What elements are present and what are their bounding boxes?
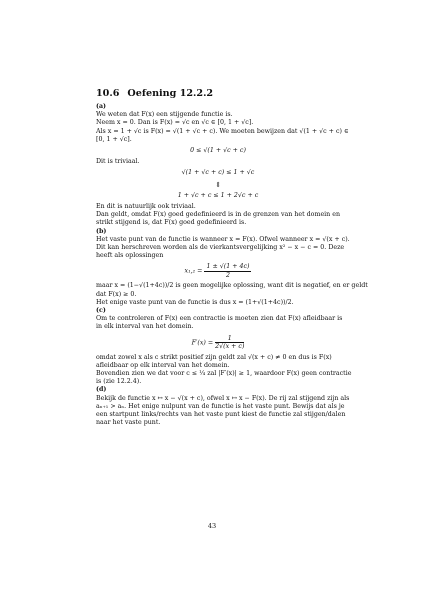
- fraction: [215, 335, 244, 351]
- text-line: aₙ₊₁ > aₙ. Het enige nulpunt van de functie is het vaste punt. Bewijs dat als je: [96, 402, 345, 410]
- equation-lhs: F′(x) =: [191, 339, 214, 347]
- fraction-denominator: 2√(x + c): [215, 343, 245, 351]
- text-line: in elk interval van het domein.: [96, 323, 194, 331]
- part-a-label: (a): [96, 103, 107, 110]
- text-line: Dit is triviaal.: [96, 158, 140, 166]
- text-line: omdat zowel x als c strikt positief zijn geldt zal √(x + c) ≠ 0 en dus is F(x): [96, 353, 332, 361]
- text-line: Het enige vaste punt van de functie is dus x = (1+√(1+4c))/2.: [96, 298, 294, 306]
- fraction-numerator: 1 ± √(1 + 4c): [206, 263, 250, 271]
- text-line: Bovendien zien we dat voor c ≤ ¼ zal |F′(x)| ≥ 1, waardoor F(x) geen contractie: [96, 370, 352, 378]
- text-line: is (zie 12.2.4).: [96, 378, 142, 386]
- equation-lhs: x₁,₂ =: [184, 267, 203, 275]
- text-line: een startpunt links/rechts van het vaste punt kiest de functie zal stijgen/dalen: [96, 411, 346, 419]
- part-b-label: (b): [96, 227, 107, 235]
- derivative-equation: [96, 335, 340, 351]
- fraction-numerator: 1: [215, 335, 244, 344]
- text-line: afleidbaar op elk interval van het domein.: [96, 361, 230, 369]
- equivalence-arrow: ⇕: [215, 180, 221, 189]
- text-line: Bekijk de functie x ↦ x − √(x + c), ofwel x ↦ x − F(x). De rij zal stijgend zijn als: [96, 394, 350, 402]
- quadratic-solution-equation: [96, 263, 340, 279]
- text-line: dat F(x) ≥ 0.: [96, 290, 137, 298]
- text-line: Dit kan herschreven worden als de vierkantsvergelijking x² − x − c = 0. Deze: [96, 244, 345, 252]
- display-equation: √(1 + √c + c) ≤ 1 + √c: [181, 169, 255, 177]
- text-line: Neem x = 0. Dan is F(x) = √c en √c ∈ [0, 1 + √c].: [96, 119, 254, 127]
- text-line: Dan geldt, omdat F(x) goed gedefinieerd is in de grenzen van het domein en: [96, 211, 341, 219]
- section-number: 10.6: [96, 88, 120, 99]
- page-number: 43: [207, 522, 217, 530]
- text-line: naar het vaste punt.: [96, 419, 161, 427]
- text-line: strikt stijgend is, dat F(x) goed gedefinieerd is.: [96, 219, 247, 227]
- document-page: [96, 88, 368, 428]
- text-line: Om te controleren of F(x) een contractie is moeten zien dat F(x) afleidbaar is: [96, 315, 343, 323]
- display-equation: 1 + √c + c ≤ 1 + 2√c + c: [177, 191, 259, 199]
- text-line: Als x = 1 + √c is F(x) = √(1 + √c + c). We moeten bewijzen dat √(1 + √c + c) ∈: [96, 127, 349, 135]
- section-heading: [96, 88, 340, 100]
- text-line: We weten dat F(x) een stijgende functie is.: [96, 111, 233, 119]
- part-d-label: (d): [96, 386, 107, 394]
- part-b: [96, 227, 368, 307]
- part-d: [96, 386, 350, 427]
- text-line: [0, 1 + √c].: [96, 135, 132, 143]
- text-line: maar x = (1−√(1+4c))/2 is geen mogelijke oplossing, want dit is negatief, en er geldt: [96, 282, 368, 290]
- text-line: Het vaste punt van de functie is wanneer x = F(x). Ofwel wanneer x = √(x + c).: [96, 235, 350, 243]
- text-line: En dit is natuurlijk ook triviaal.: [96, 203, 196, 211]
- part-c-label: (c): [96, 307, 106, 315]
- fraction: [204, 263, 251, 279]
- part-a: [96, 103, 349, 228]
- section-title: Oefening 12.2.2: [127, 88, 214, 99]
- display-equation: 0 ≤ √(1 + √c + c): [190, 147, 246, 155]
- fraction-denominator: 2: [225, 271, 230, 279]
- part-c: [96, 307, 352, 386]
- text-line: heeft als oplossingen: [96, 252, 164, 260]
